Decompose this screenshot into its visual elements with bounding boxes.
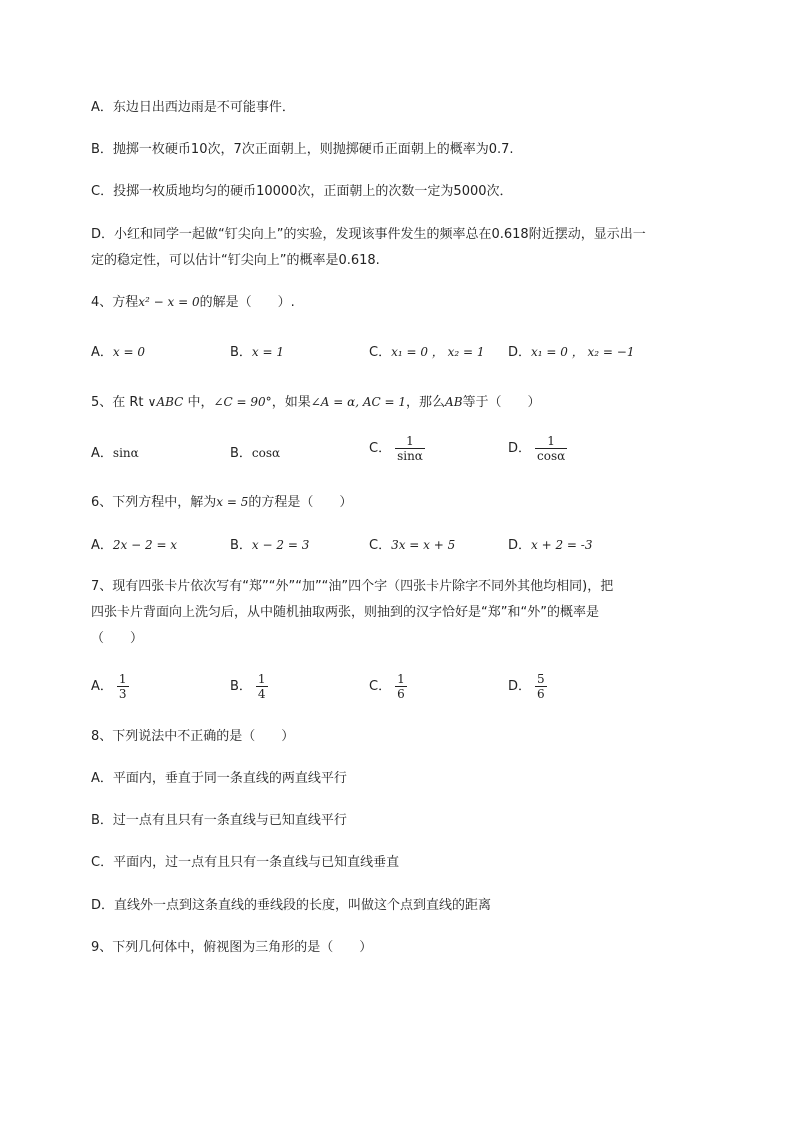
q7-option-a (91, 672, 129, 701)
q4-c-expr: x₁ = 0 ， x₂ = 1 (391, 345, 485, 359)
q8-option-b: B．过一点有且只有一条直线与已知直线平行 (91, 813, 347, 828)
label-a: A． (91, 446, 113, 461)
q4-suffix: 的解是（ ）. (199, 295, 295, 310)
q3-option-b: B．抛掷一枚硬币10次，7次正面朝上，则抛掷硬币正面朝上的概率为0.7. (91, 142, 514, 157)
label-a: A． (91, 345, 113, 360)
q5-triangle: ∨ABC (147, 395, 184, 409)
q6-solution: x = 5 (216, 495, 249, 509)
q7-d-num: 5 (537, 672, 545, 686)
label-a: A． (91, 679, 113, 694)
q5-option-b (230, 443, 280, 464)
q7-b-num: 1 (257, 672, 266, 686)
q4-a-expr: x = 0 (112, 345, 145, 359)
q3-option-c: C．投掷一枚质地均匀的硬币10000次，正面朝上的次数一定为5000次． (91, 184, 513, 199)
label-c: C． (369, 441, 392, 456)
q7-b-den: 4 (257, 687, 266, 701)
q7-d-den: 6 (537, 687, 545, 701)
q7-a-den: 3 (118, 687, 127, 701)
q4-equation: x² − x = 0 (138, 295, 200, 309)
q5-b-expr: cosα (251, 446, 281, 460)
q7-c-fraction (395, 672, 407, 701)
q5-angle: ∠C = 90° (213, 395, 272, 409)
q7-b-fraction (256, 672, 268, 701)
q5-text1: 5、在 Rt (91, 395, 148, 410)
label-c: C． (369, 345, 392, 360)
q5-option-d (508, 434, 567, 463)
q6-option-c (369, 535, 455, 556)
q3-option-d-line2: 定的稳定性，可以估计“钉尖向上”的概率是0.618. (91, 253, 380, 268)
q5-stem (91, 392, 541, 413)
q4-prefix: 4、方程 (91, 295, 139, 310)
q7-option-c (369, 672, 407, 701)
q5-d-den: cosα (537, 449, 566, 463)
q5-text3: ，如果 (271, 395, 311, 410)
q5-c-num: 1 (406, 434, 414, 448)
q6-option-b (230, 535, 309, 556)
q9-stem: 9、下列几何体中，俯视图为三角形的是（ ） (91, 940, 373, 955)
q5-condition: ∠A = α, AC = 1 (310, 395, 407, 409)
q7-a-fraction (117, 672, 129, 701)
q5-d-num: 1 (547, 434, 555, 448)
q7-stem-line3: （ ） (91, 631, 144, 646)
label-b: B． (230, 679, 252, 694)
q7-option-b (230, 672, 268, 701)
label-c: C． (369, 538, 392, 553)
q6-text2: 的方程是（ ） (248, 495, 353, 510)
label-d: D． (508, 679, 532, 694)
q6-text1: 6、下列方程中，解为 (91, 495, 217, 510)
q4-option-d (508, 342, 635, 363)
q5-ab: AB (445, 395, 463, 409)
q8-stem: 8、下列说法中不正确的是（ ） (91, 729, 295, 744)
label-d: D． (508, 345, 532, 360)
q5-text2: 中， (183, 395, 214, 410)
q5-text4: ，那么 (406, 395, 446, 410)
q4-d-expr: x₁ = 0 ， x₂ = −1 (531, 345, 635, 359)
q4-b-expr: x = 1 (251, 345, 285, 359)
q6-d-expr: x + 2 = -3 (531, 538, 593, 552)
q8-option-a: A．平面内，垂直于同一条直线的两直线平行 (91, 771, 347, 786)
q7-option-d (508, 672, 547, 701)
q6-stem (91, 492, 352, 513)
q8-option-c: C．平面内，过一点有且只有一条直线与已知直线垂直 (91, 855, 400, 870)
q7-c-den: 6 (397, 687, 405, 701)
q4-option-c (369, 342, 485, 363)
q4-option-a (91, 342, 145, 363)
q6-option-a (91, 535, 177, 556)
q6-c-expr: 3x = x + 5 (391, 538, 456, 552)
q5-c-den: sinα (397, 449, 423, 463)
label-b: B． (230, 345, 252, 360)
q5-text5: 等于（ ） (462, 395, 541, 410)
q7-d-fraction (535, 672, 547, 701)
q3-option-a: A．东边日出西边雨是不可能事件． (91, 100, 295, 115)
label-c: C． (369, 679, 392, 694)
q4-stem (91, 292, 295, 313)
q5-option-a (91, 443, 139, 464)
label-a: A． (91, 538, 113, 553)
label-b: B． (230, 538, 252, 553)
q5-option-c (369, 434, 425, 463)
q6-a-expr: 2x − 2 = x (112, 538, 178, 552)
q6-option-d (508, 535, 592, 556)
q7-a-num: 1 (118, 672, 127, 686)
q3-option-d-line1: D．小红和同学一起做“钉尖向上”的实验，发现该事件发生的频率总在0.618附近摆动，显示出一 (91, 227, 646, 242)
label-d: D． (508, 538, 532, 553)
q7-stem-line1: 7、现有四张卡片依次写有“郑”“外”“加”“油”四个字（四张卡片除字不同外其他均相同)，把 (91, 579, 614, 594)
label-b: B． (230, 446, 252, 461)
q7-stem-line2: 四张卡片背面向上洗匀后，从中随机抽取两张，则抽到的汉字恰好是“郑”和“外”的概率是 (91, 605, 599, 620)
label-d: D． (508, 441, 532, 456)
q8-option-d: D．直线外一点到这条直线的垂线段的长度，叫做这个点到直线的距离 (91, 898, 492, 913)
q5-d-fraction (535, 434, 567, 463)
q7-c-num: 1 (397, 672, 405, 686)
q5-a-expr: sinα (112, 446, 139, 460)
q5-c-fraction (395, 434, 425, 463)
q4-option-b (230, 342, 284, 363)
q6-b-expr: x − 2 = 3 (251, 538, 310, 552)
